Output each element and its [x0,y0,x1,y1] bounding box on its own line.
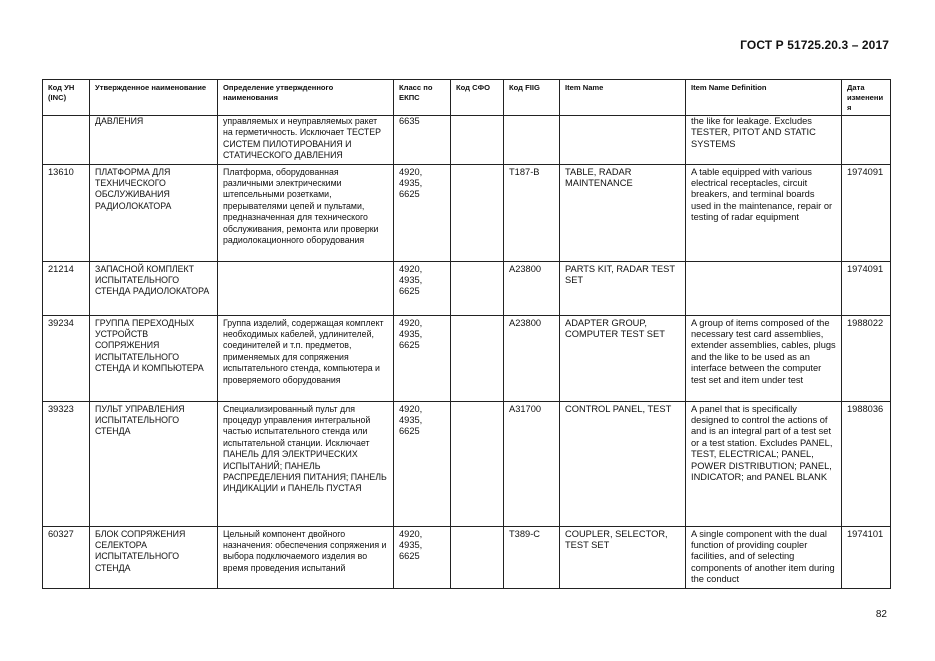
cell-inc: 39234 [43,315,90,401]
cell-item-definition [686,261,842,315]
cell-definition: Специализированный пульт для процедур управления интегральной частью испытательного стенда или испытательной станции. Исключает ПАНЕЛЬ ДЛЯ ЭЛЕКТРИЧЕСКИХ ИСПЫТАНИЙ; ПАНЕЛЬ РАСПРЕДЕЛЕНИЯ ПИТАНИЯ; ПАНЕЛЬ ИНДИКАЦИИ и ПАНЕЛЬ ПУСТАЯ [218,401,394,526]
cell-item-name: COUPLER, SELECTOR, TEST SET [560,526,686,588]
cell-fiig: A31700 [504,401,560,526]
cell-inc: 60327 [43,526,90,588]
cell-fiig: T389-C [504,526,560,588]
table-row [43,116,891,165]
cell-definition [218,261,394,315]
cell-fiig: A23800 [504,261,560,315]
table-row [43,315,891,401]
cell-class: 6635 [394,116,451,165]
cell-inc: 39323 [43,401,90,526]
cell-item-definition: A group of items composed of the necessary test card assemblies, extender assemblies, cables, plugs and the like to be used as an interface between the computer test set and item under test [686,315,842,401]
cell-date: 1988036 [842,401,891,526]
header-class: Класс по ЕКПС [394,80,451,116]
table-row [43,401,891,526]
data-table [42,79,891,589]
cell-date: 1974101 [842,526,891,588]
page-number: 82 [875,609,887,620]
cell-class: 4920, 4935, 6625 [394,261,451,315]
cell-date: 1974091 [842,164,891,261]
header-fiig: Код FIIG [504,80,560,116]
header-item-name: Item Name [560,80,686,116]
header-inc: Код УН (INC) [43,80,90,116]
cell-inc [43,116,90,165]
cell-sfo [451,401,504,526]
cell-date [842,116,891,165]
table-row [43,261,891,315]
cell-item-definition: A table equipped with various electrical receptacles, circuit breakers, and terminal boards used in the maintenance, repair or testing of radar equipment [686,164,842,261]
table-row [43,526,891,588]
cell-item-name [560,116,686,165]
cell-inc: 21214 [43,261,90,315]
cell-item-name: PARTS KIT, RADAR TEST SET [560,261,686,315]
cell-date: 1974091 [842,261,891,315]
cell-item-name: CONTROL PANEL, TEST [560,401,686,526]
cell-sfo [451,526,504,588]
cell-sfo [451,315,504,401]
cell-fiig: A23800 [504,315,560,401]
cell-item-name: ADAPTER GROUP, COMPUTER TEST SET [560,315,686,401]
header-sfo: Код СФО [451,80,504,116]
cell-sfo [451,261,504,315]
cell-approved-name: ЗАПАСНОЙ КОМПЛЕКТ ИСПЫТАТЕЛЬНОГО СТЕНДА РАДИОЛОКАТОРА [90,261,218,315]
cell-item-name: TABLE, RADAR MAINTENANCE [560,164,686,261]
header-date: Дата изменения [842,80,891,116]
cell-date: 1988022 [842,315,891,401]
cell-approved-name: ГРУППА ПЕРЕХОДНЫХ УСТРОЙСТВ СОПРЯЖЕНИЯ ИСПЫТАТЕЛЬНОГО СТЕНДА И КОМПЬЮТЕРА [90,315,218,401]
cell-class: 4920, 4935, 6625 [394,315,451,401]
cell-item-definition: the like for leakage. Excludes TESTER, PITOT AND STATIC SYSTEMS [686,116,842,165]
cell-fiig: T187-B [504,164,560,261]
cell-sfo [451,164,504,261]
cell-definition: Группа изделий, содержащая комплект необходимых кабелей, удлинителей, соединителей и т.п. предметов, применяемых для сопряжения испытательного стенда, компьютера и проверяемого оборудования [218,315,394,401]
cell-class: 4920, 4935, 6625 [394,401,451,526]
cell-approved-name: ПЛАТФОРМА ДЛЯ ТЕХНИЧЕСКОГО ОБСЛУЖИВАНИЯ РАДИОЛОКАТОРА [90,164,218,261]
cell-approved-name: ПУЛЬТ УПРАВЛЕНИЯ ИСПЫТАТЕЛЬНОГО СТЕНДА [90,401,218,526]
cell-sfo [451,116,504,165]
cell-definition: Цельный компонент двойного назначения: обеспечения сопряжения и выбора подключаемого изделия во время проведения испытаний [218,526,394,588]
cell-fiig [504,116,560,165]
cell-item-definition: A single component with the dual function of providing coupler facilities, and of selecting components of another item during the conduct [686,526,842,588]
cell-approved-name: ДАВЛЕНИЯ [90,116,218,165]
cell-definition: управляемых и неуправляемых ракет на герметичность. Исключает ТЕСТЕР СИСТЕМ ПИЛОТИРОВАНИЯ И СТАТИЧЕСКОГО ДАВЛЕНИЯ [218,116,394,165]
cell-class: 4920, 4935, 6625 [394,164,451,261]
cell-class: 4920, 4935, 6625 [394,526,451,588]
header-item-definition: Item Name Definition [686,80,842,116]
header-definition: Определение утвержденного наименования [218,80,394,116]
table-row [43,164,891,261]
cell-approved-name: БЛОК СОПРЯЖЕНИЯ СЕЛЕКТОРА ИСПЫТАТЕЛЬНОГО СТЕНДА [90,526,218,588]
table-header-row [43,80,891,116]
cell-item-definition: A panel that is specifically designed to control the actions of and is an integral part of a test set or a test station. Excludes PANEL, TEST, ELECTRICAL; PANEL, POWER DISTRIBUTION; PANEL, INDICATOR; and PANEL BLANK [686,401,842,526]
header-approved-name: Утвержденное наименование [90,80,218,116]
cell-inc: 13610 [43,164,90,261]
document-header: ГОСТ Р 51725.20.3 – 2017 [740,38,889,52]
cell-definition: Платформа, оборудованная различными электрическими штепсельными розетками, прерывателями цепей и пультами, предназначенная для технического обслуживания, ремонта или проверки радиолокационного оборудования [218,164,394,261]
